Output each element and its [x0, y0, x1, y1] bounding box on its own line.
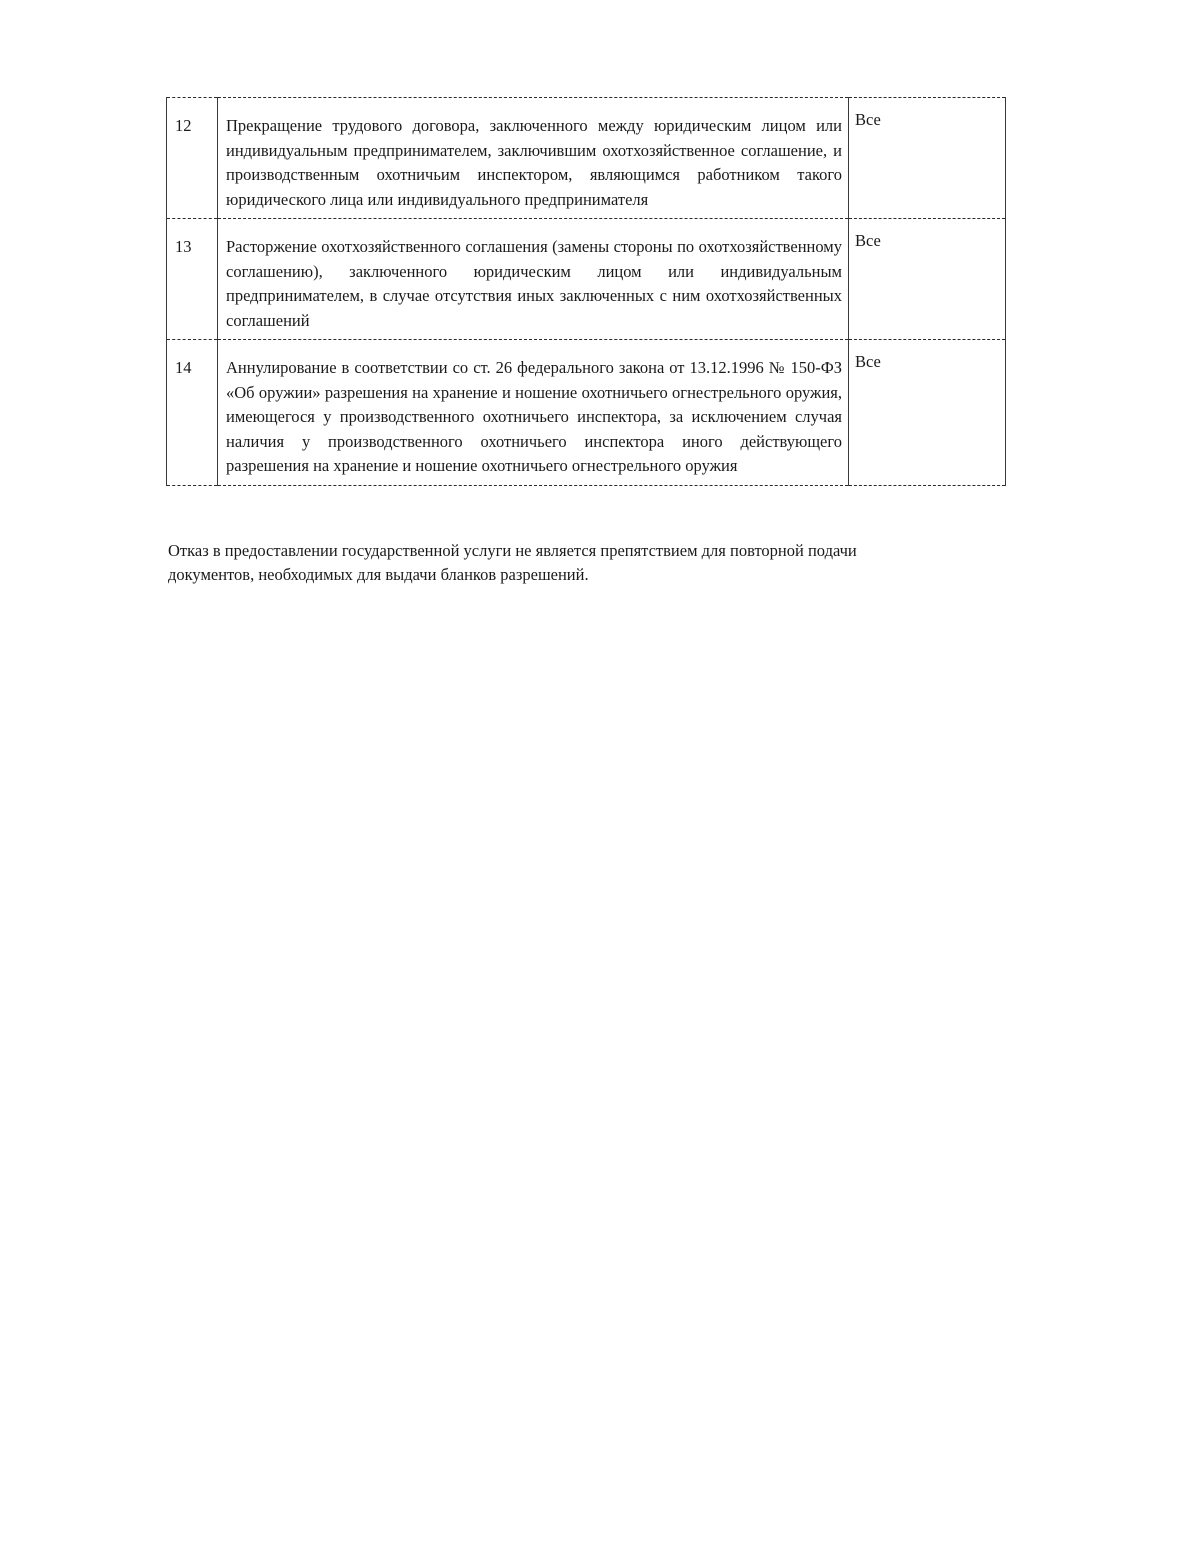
row-scope: Все — [855, 231, 881, 250]
row-scope: Все — [855, 352, 881, 371]
row-scope-cell — [849, 219, 1006, 340]
row-number: 14 — [175, 358, 192, 377]
table-row — [167, 98, 1006, 219]
row-description-cell — [218, 219, 849, 340]
row-description: Расторжение охотхозяйственного соглашения (замены стороны по охотхозяйственному соглашению), заключенного юридическим лицом или индивидуальным предпринимателем, в случае отсутствия иных заключенных с ним охотхозяйственных соглашений — [226, 237, 842, 330]
row-number-cell — [167, 340, 218, 486]
row-number: 12 — [175, 116, 192, 135]
row-description: Прекращение трудового договора, заключенного между юридическим лицом или индивидуальным предпринимателем, заключившим охотхозяйственное соглашение, и производственным охотничьим инспектором, являющимся работником такого юридического лица или индивидуального предпринимателя — [226, 116, 842, 209]
table-row — [167, 340, 1006, 486]
row-description-cell — [218, 98, 849, 219]
row-number-cell — [167, 219, 218, 340]
table-row — [167, 219, 1006, 340]
row-number-cell — [167, 98, 218, 219]
row-scope-cell — [849, 98, 1006, 219]
row-description: Аннулирование в соответствии со ст. 26 федерального закона от 13.12.1996 № 150-ФЗ «Об оружии» разрешения на хранение и ношение охотничьего огнестрельного оружия, имеющегося у производственного охотничьего инспектора, за исключением случая наличия у производственного охотничьего инспектора иного действующего разрешения на хранение и ношение охотничьего огнестрельного оружия — [226, 358, 842, 475]
row-number: 13 — [175, 237, 192, 256]
grounds-table — [166, 97, 1006, 486]
refusal-note: Отказ в предоставлении государственной услуги не является препятствием для повторной подачи документов, необходимых для выдачи бланков разрешений. — [168, 541, 857, 584]
row-scope-cell — [849, 340, 1006, 486]
row-description-cell — [218, 340, 849, 486]
row-scope: Все — [855, 110, 881, 129]
